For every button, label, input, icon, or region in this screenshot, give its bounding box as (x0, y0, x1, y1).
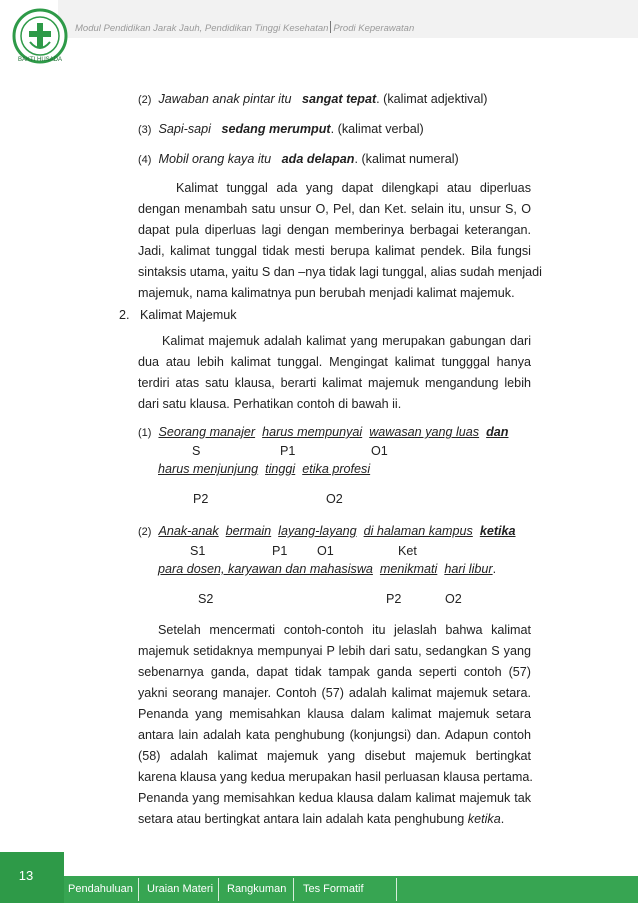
paragraph-line: (58) adalah kalimat majemuk yang disebut majemuk bertingkat (138, 749, 531, 763)
example-1-line: (1) Seorang manajer harus mempunyai wawasan yang luas dan (138, 425, 509, 439)
function-label: P2 (193, 492, 209, 506)
paragraph-line: majemuk setidaknya mempunyai P lebih dari satu, sedangkan S yang (138, 644, 531, 658)
paragraph-line: Setelah mencermati contoh-contoh itu jelaslah bahwa kalimat (158, 623, 531, 637)
paragraph-line: Jadi, kalimat tunggal tidak mesti berupa kalimat pendek. Bila fungsi (138, 244, 531, 258)
function-label: S1 (190, 544, 206, 558)
paragraph-line: Penanda yang memisahkan klausa dalam kalimat majemuk setara (138, 707, 531, 721)
example-2-continuation: para dosen, karyawan dan mahasiswa menikmati hari libur. (158, 562, 497, 576)
function-label: O2 (326, 492, 343, 506)
function-label: O1 (317, 544, 334, 558)
nav-tes-formatif[interactable]: Tes Formatif (303, 883, 364, 895)
paragraph-line: Kalimat majemuk adalah kalimat yang merupakan gabungan dari (162, 334, 531, 348)
page-header (0, 0, 638, 63)
function-label: O2 (445, 592, 462, 606)
header-title: Modul Pendidikan Jarak Jauh, Pendidikan Tinggi Kesehatan Prodi Keperawatan (75, 23, 415, 34)
example-2-line: (2) Anak-anak bermain layang-layang di halaman kampus ketika (138, 524, 516, 538)
nav-divider (396, 878, 397, 901)
paragraph-line: dua atau lebih kalimat tunggal. Mengingat kalimat tungggal hanya (138, 355, 531, 369)
function-label: P1 (272, 544, 288, 558)
bakti-husada-logo (10, 6, 70, 66)
paragraph-line: terdiri atas satu klausa, berarti kalimat majemuk mengandung lebih (138, 376, 531, 390)
function-label: P1 (280, 444, 296, 458)
nav-rangkuman[interactable]: Rangkuman (227, 883, 287, 895)
paragraph-line: antara lain adalah kata penghubung (konjungsi) dan. Adapun contoh (138, 728, 531, 742)
paragraph-line: sintaksis utama, yaitu S dan –nya tidak lagi tunggal, alias sudah menjadi (138, 265, 542, 279)
function-label: O1 (371, 444, 388, 458)
paragraph-line: Kalimat tunggal ada yang dapat dilengkapi atau diperluas (176, 181, 531, 195)
paragraph-line: sebenarnya ganda, dapat tidak tampak ganda seperti contoh (57) (138, 665, 531, 679)
page-number: 13 (18, 868, 34, 883)
paragraph-line: setara atau bertingkat antara lain adalah kata penghubung ketika. (138, 812, 505, 826)
example-item: (2) Jawaban anak pintar itu sangat tepat. (kalimat adjektival) (138, 92, 488, 106)
nav-divider (293, 878, 294, 901)
svg-text:BAKTI HUSADA: BAKTI HUSADA (17, 57, 63, 63)
example-item: (4) Mobil orang kaya itu ada delapan. (kalimat numeral) (138, 152, 459, 166)
nav-uraian-materi[interactable]: Uraian Materi (147, 883, 214, 895)
function-label: S2 (198, 592, 214, 606)
function-label: S (192, 444, 201, 458)
nav-divider (138, 878, 139, 901)
paragraph-line: dengan menambah satu unsur O, Pel, dan Ket. selain itu, unsur S, O (138, 202, 531, 216)
function-label: Ket (398, 544, 417, 558)
paragraph-line: Penanda yang memisahkan kedua klausa dalam kalimat majemuk tak (138, 791, 531, 805)
paragraph-line: karena klausa yang kedua merupakan hasil perluasan klausa pertama. (138, 770, 533, 784)
function-label: P2 (386, 592, 402, 606)
paragraph-line: majemuk, nama kalimatnya pun berubah menjadi kalimat majemuk. (138, 286, 515, 300)
example-item: (3) Sapi-sapi sedang merumput. (kalimat verbal) (138, 122, 424, 136)
example-1-continuation: harus menjunjung tinggi etika profesi (158, 462, 371, 476)
paragraph-line: yakni seorang manajer. Contoh (57) adalah kalimat majemuk setara. (138, 686, 531, 700)
nav-pendahuluan[interactable]: Pendahuluan (68, 883, 133, 895)
paragraph-line: dari satu klausa. Perhatikan contoh di bawah ii. (138, 397, 402, 411)
section-heading: 2. Kalimat Majemuk (119, 308, 237, 322)
paragraph-line: dapat pula diperluas lagi dengan memberinya berbagai keterangan. (138, 223, 531, 237)
nav-divider (218, 878, 219, 901)
